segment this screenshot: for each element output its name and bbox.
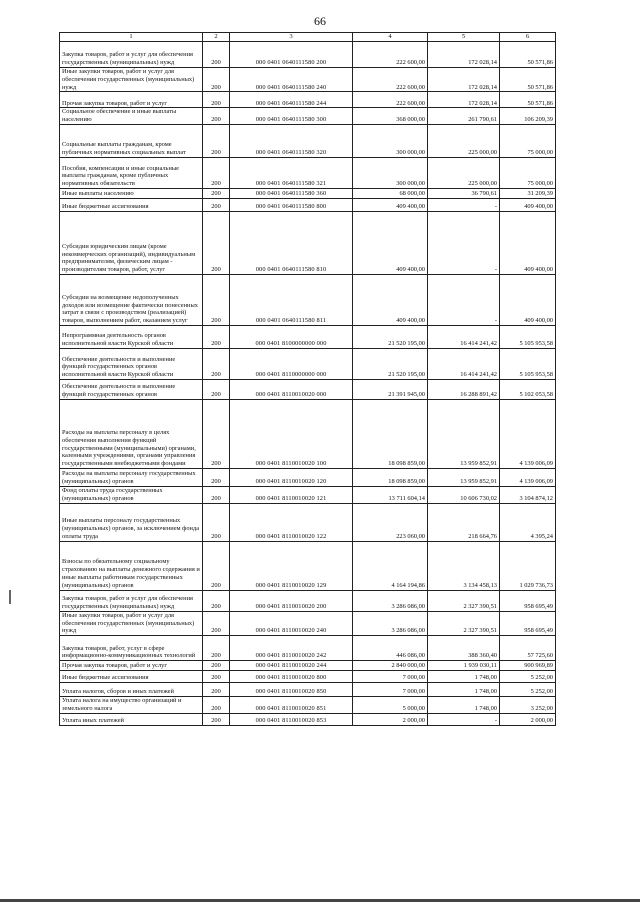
row-name-cell: Прочая закупка товаров, работ и услуг — [60, 661, 203, 671]
row-assigned-cell: 13 711 604,14 — [353, 487, 428, 504]
row-code-cell: 000 0401 8110010020 800 — [230, 671, 353, 683]
table-row — [60, 697, 556, 714]
row-name-cell: Уплата налога на имущество организаций и земельного налога — [60, 697, 203, 714]
row-unexecuted-cell: 5 252,00 — [500, 683, 556, 697]
column-header: 3 — [230, 33, 353, 42]
row-name-cell: Иные бюджетные ассигнования — [60, 671, 203, 683]
row-assigned-cell: 409 400,00 — [353, 275, 428, 326]
row-grbs-cell: 200 — [203, 349, 230, 380]
row-assigned-cell: 409 400,00 — [353, 212, 428, 275]
row-executed-cell: 218 664,76 — [428, 503, 500, 541]
row-assigned-cell: 18 098 859,00 — [353, 469, 428, 487]
row-unexecuted-cell: 50 571,86 — [500, 42, 556, 68]
row-grbs-cell: 200 — [203, 611, 230, 635]
row-executed-cell: 1 939 030,11 — [428, 661, 500, 671]
page-number: 66 — [314, 14, 326, 28]
row-grbs-cell: 200 — [203, 469, 230, 487]
row-executed-cell: - — [428, 275, 500, 326]
row-grbs-cell: 200 — [203, 590, 230, 611]
row-executed-cell: 172 028,14 — [428, 68, 500, 92]
row-executed-cell: - — [428, 212, 500, 275]
row-grbs-cell: 200 — [203, 697, 230, 714]
table-row — [60, 611, 556, 635]
table-row — [60, 661, 556, 671]
row-executed-cell: 1 748,00 — [428, 671, 500, 683]
row-executed-cell: 13 959 852,91 — [428, 400, 500, 469]
row-code-cell: 000 0401 0640111580 811 — [230, 275, 353, 326]
row-executed-cell: 1 748,00 — [428, 697, 500, 714]
row-code-cell: 000 0401 8110010020 121 — [230, 487, 353, 504]
row-name-cell: Закупка товаров, работ, услуг в сфере информационно-коммуникационных технологий — [60, 636, 203, 661]
row-name-cell: Иные выплаты персоналу государственных (муниципальных) органов, за исключением фонда оплаты труда — [60, 503, 203, 541]
row-code-cell: 000 0401 8110010020 242 — [230, 636, 353, 661]
row-executed-cell: 388 360,40 — [428, 636, 500, 661]
row-unexecuted-cell: 409 400,00 — [500, 199, 556, 212]
table-row — [60, 541, 556, 590]
row-unexecuted-cell: 409 400,00 — [500, 275, 556, 326]
table-row — [60, 683, 556, 697]
row-grbs-cell: 200 — [203, 275, 230, 326]
row-code-cell: 000 0401 0640111580 200 — [230, 42, 353, 68]
row-executed-cell: 10 606 730,02 — [428, 487, 500, 504]
row-executed-cell: 2 327 390,51 — [428, 590, 500, 611]
table-row — [60, 68, 556, 92]
row-code-cell: 000 0401 0640111580 320 — [230, 125, 353, 158]
row-code-cell: 000 0401 8110010020 129 — [230, 541, 353, 590]
row-code-cell: 000 0401 8110010020 000 — [230, 380, 353, 400]
row-executed-cell: 3 134 458,13 — [428, 541, 500, 590]
row-name-cell: Социальное обеспечение и иные выплаты населению — [60, 108, 203, 125]
row-code-cell: 000 0401 0640111580 810 — [230, 212, 353, 275]
row-unexecuted-cell: 900 969,89 — [500, 661, 556, 671]
table-row — [60, 380, 556, 400]
row-assigned-cell: 3 286 086,00 — [353, 590, 428, 611]
row-name-cell: Уплата налогов, сборов и иных платежей — [60, 683, 203, 697]
row-unexecuted-cell: 1 029 736,73 — [500, 541, 556, 590]
row-grbs-cell: 200 — [203, 199, 230, 212]
table-row — [60, 326, 556, 349]
table-row — [60, 487, 556, 504]
row-code-cell: 000 0401 8110010020 244 — [230, 661, 353, 671]
row-executed-cell: 2 327 390,51 — [428, 611, 500, 635]
row-name-cell: Закупка товаров, работ и услуг для обеспечения государственных (муниципальных) нужд — [60, 590, 203, 611]
row-assigned-cell: 300 000,00 — [353, 125, 428, 158]
column-header: 5 — [428, 33, 500, 42]
table-row — [60, 275, 556, 326]
column-header: 4 — [353, 33, 428, 42]
column-header-row — [60, 33, 556, 42]
row-code-cell: 000 0401 8100000000 000 — [230, 326, 353, 349]
row-executed-cell: 16 288 891,42 — [428, 380, 500, 400]
row-executed-cell: 172 028,14 — [428, 92, 500, 108]
row-grbs-cell: 200 — [203, 713, 230, 725]
row-grbs-cell: 200 — [203, 158, 230, 189]
row-unexecuted-cell: 409 400,00 — [500, 212, 556, 275]
row-executed-cell: 261 790,61 — [428, 108, 500, 125]
row-name-cell: Расходы на выплаты персоналу государственных (муниципальных) органов — [60, 469, 203, 487]
row-grbs-cell: 200 — [203, 541, 230, 590]
row-assigned-cell: 7 000,00 — [353, 683, 428, 697]
row-code-cell: 000 0401 8110010020 100 — [230, 400, 353, 469]
row-code-cell: 000 0401 8110010020 853 — [230, 713, 353, 725]
row-name-cell: Иные выплаты населению — [60, 189, 203, 199]
row-unexecuted-cell: 75 000,00 — [500, 125, 556, 158]
row-executed-cell: 225 000,00 — [428, 158, 500, 189]
table-row — [60, 671, 556, 683]
row-assigned-cell: 18 098 859,00 — [353, 400, 428, 469]
row-assigned-cell: 21 520 195,00 — [353, 326, 428, 349]
row-assigned-cell: 68 000,00 — [353, 189, 428, 199]
table-row — [60, 713, 556, 725]
row-name-cell: Уплата иных платежей — [60, 713, 203, 725]
table-row — [60, 400, 556, 469]
row-unexecuted-cell: 5 102 053,58 — [500, 380, 556, 400]
budget-execution-table — [59, 32, 556, 726]
table-row — [60, 349, 556, 380]
column-header: 6 — [500, 33, 556, 42]
row-unexecuted-cell: 5 105 953,58 — [500, 349, 556, 380]
row-executed-cell: 225 000,00 — [428, 125, 500, 158]
table-row — [60, 469, 556, 487]
row-grbs-cell: 200 — [203, 683, 230, 697]
row-name-cell: Иные закупки товаров, работ и услуг для обеспечения государственных (муниципальных) нужд — [60, 68, 203, 92]
row-unexecuted-cell: 4 395,24 — [500, 503, 556, 541]
row-code-cell: 000 0401 8110010020 200 — [230, 590, 353, 611]
column-header: 2 — [203, 33, 230, 42]
row-grbs-cell: 200 — [203, 189, 230, 199]
row-assigned-cell: 223 060,00 — [353, 503, 428, 541]
row-code-cell: 000 0401 0640111580 800 — [230, 199, 353, 212]
row-unexecuted-cell: 958 695,49 — [500, 590, 556, 611]
row-executed-cell: 16 414 241,42 — [428, 349, 500, 380]
row-code-cell: 000 0401 0640111580 240 — [230, 68, 353, 92]
table-row — [60, 125, 556, 158]
row-unexecuted-cell: 50 571,86 — [500, 92, 556, 108]
row-assigned-cell: 2 000,00 — [353, 713, 428, 725]
row-grbs-cell: 200 — [203, 661, 230, 671]
row-unexecuted-cell: 3 104 874,12 — [500, 487, 556, 504]
row-name-cell: Субсидии юридическим лицам (кроме некоммерческих организаций), индивидуальным предпринимателям, физическим лицам - производителям товаров, работ, услуг — [60, 212, 203, 275]
table-row — [60, 590, 556, 611]
row-code-cell: 000 0401 8110010020 850 — [230, 683, 353, 697]
row-code-cell: 000 0401 0640111580 244 — [230, 92, 353, 108]
row-grbs-cell: 200 — [203, 671, 230, 683]
row-assigned-cell: 4 164 194,86 — [353, 541, 428, 590]
row-assigned-cell: 21 391 945,00 — [353, 380, 428, 400]
row-executed-cell: 36 790,61 — [428, 189, 500, 199]
row-assigned-cell: 222 600,00 — [353, 92, 428, 108]
row-code-cell: 000 0401 0640111580 321 — [230, 158, 353, 189]
row-grbs-cell: 200 — [203, 68, 230, 92]
table-row — [60, 212, 556, 275]
row-name-cell: Обеспечение деятельности и выполнение функций государственных органов — [60, 380, 203, 400]
row-assigned-cell: 7 000,00 — [353, 671, 428, 683]
row-name-cell: Непрограммная деятельность органов исполнительной власти Курской области — [60, 326, 203, 349]
row-grbs-cell: 200 — [203, 108, 230, 125]
row-assigned-cell: 5 000,00 — [353, 697, 428, 714]
row-grbs-cell: 200 — [203, 92, 230, 108]
table-row — [60, 158, 556, 189]
row-executed-cell: 13 959 852,91 — [428, 469, 500, 487]
row-name-cell: Социальные выплаты гражданам, кроме публичных нормативных социальных выплат — [60, 125, 203, 158]
row-code-cell: 000 0401 8110000000 000 — [230, 349, 353, 380]
row-code-cell: 000 0401 8110010020 851 — [230, 697, 353, 714]
row-assigned-cell: 21 520 195,00 — [353, 349, 428, 380]
row-name-cell: Субсидии на возмещение недополученных доходов или возмещение фактически понесенных затрат в связи с производством (реализацией) товаров, выполнением работ, оказанием услуг — [60, 275, 203, 326]
table-row — [60, 92, 556, 108]
row-name-cell: Фонд оплаты труда государственных (муниципальных) органов — [60, 487, 203, 504]
row-name-cell: Взносы по обязательному социальному страхованию на выплаты денежного содержания и иные выплаты работникам государственных (муниципальных) органов — [60, 541, 203, 590]
row-unexecuted-cell: 5 252,00 — [500, 671, 556, 683]
row-grbs-cell: 200 — [203, 326, 230, 349]
row-executed-cell: 172 028,14 — [428, 42, 500, 68]
row-unexecuted-cell: 2 000,00 — [500, 713, 556, 725]
table-row — [60, 199, 556, 212]
row-executed-cell: - — [428, 199, 500, 212]
row-unexecuted-cell: 5 105 953,58 — [500, 326, 556, 349]
row-assigned-cell: 222 600,00 — [353, 68, 428, 92]
row-unexecuted-cell: 3 252,00 — [500, 697, 556, 714]
row-name-cell: Пособия, компенсации и иные социальные выплаты гражданам, кроме публичных нормативных обязательств — [60, 158, 203, 189]
row-unexecuted-cell: 50 571,86 — [500, 68, 556, 92]
row-unexecuted-cell: 958 695,49 — [500, 611, 556, 635]
row-grbs-cell: 200 — [203, 212, 230, 275]
row-name-cell: Иные бюджетные ассигнования — [60, 199, 203, 212]
row-unexecuted-cell: 31 209,39 — [500, 189, 556, 199]
row-assigned-cell: 222 600,00 — [353, 42, 428, 68]
table-row — [60, 189, 556, 199]
row-code-cell: 000 0401 8110010020 240 — [230, 611, 353, 635]
row-unexecuted-cell: 4 139 006,09 — [500, 400, 556, 469]
row-assigned-cell: 300 000,00 — [353, 158, 428, 189]
row-executed-cell: - — [428, 713, 500, 725]
row-code-cell: 000 0401 0640111580 360 — [230, 189, 353, 199]
page-bottom-edge — [0, 899, 640, 902]
row-code-cell: 000 0401 8110010020 122 — [230, 503, 353, 541]
column-header: 1 — [60, 33, 203, 42]
row-grbs-cell: 200 — [203, 400, 230, 469]
table-row — [60, 108, 556, 125]
row-executed-cell: 16 414 241,42 — [428, 326, 500, 349]
row-assigned-cell: 409 400,00 — [353, 199, 428, 212]
scan-mark — [9, 590, 11, 604]
table-row — [60, 503, 556, 541]
row-unexecuted-cell: 106 209,39 — [500, 108, 556, 125]
row-grbs-cell: 200 — [203, 503, 230, 541]
row-executed-cell: 1 748,00 — [428, 683, 500, 697]
row-grbs-cell: 200 — [203, 42, 230, 68]
row-grbs-cell: 200 — [203, 636, 230, 661]
row-assigned-cell: 368 000,00 — [353, 108, 428, 125]
table-row — [60, 636, 556, 661]
row-grbs-cell: 200 — [203, 380, 230, 400]
row-grbs-cell: 200 — [203, 487, 230, 504]
row-unexecuted-cell: 4 139 006,09 — [500, 469, 556, 487]
row-assigned-cell: 2 840 000,00 — [353, 661, 428, 671]
row-code-cell: 000 0401 8110010020 120 — [230, 469, 353, 487]
table-body — [60, 33, 556, 726]
row-unexecuted-cell: 57 725,60 — [500, 636, 556, 661]
row-assigned-cell: 446 086,00 — [353, 636, 428, 661]
row-unexecuted-cell: 75 000,00 — [500, 158, 556, 189]
row-assigned-cell: 3 286 086,00 — [353, 611, 428, 635]
row-name-cell: Прочая закупка товаров, работ и услуг — [60, 92, 203, 108]
row-name-cell: Закупка товаров, работ и услуг для обеспечения государственных (муниципальных) нужд — [60, 42, 203, 68]
row-code-cell: 000 0401 0640111580 300 — [230, 108, 353, 125]
row-grbs-cell: 200 — [203, 125, 230, 158]
row-name-cell: Расходы на выплаты персоналу в целях обеспечения выполнения функций государственными (муниципальными) органами, казенными учреждениями, органами управления государственными внебюджетными фондами — [60, 400, 203, 469]
row-name-cell: Обеспечение деятельности и выполнение функций государственных органов исполнительной власти Курской области — [60, 349, 203, 380]
row-name-cell: Иные закупки товаров, работ и услуг для обеспечения государственных (муниципальных) нужд — [60, 611, 203, 635]
table-row — [60, 42, 556, 68]
